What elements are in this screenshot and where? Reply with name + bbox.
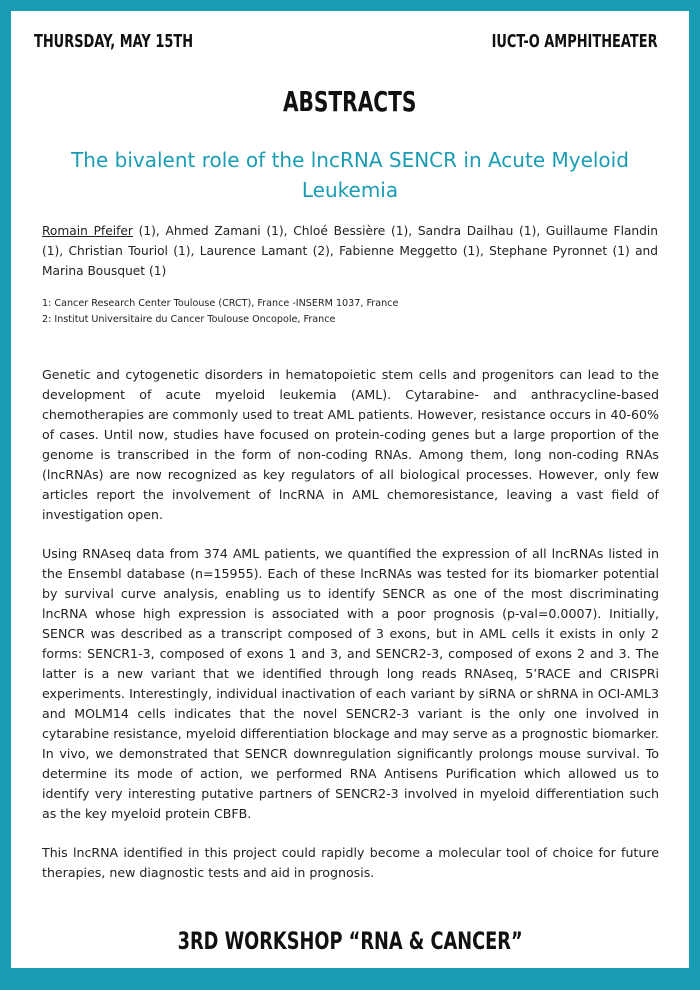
workshop-name: 3RD WORKSHOP “RNA & CANCER” (177, 927, 523, 955)
co-authors: (1), Ahmed Zamani (1), Chloé Bessière (1), Sandra Dailhau (1), Guillaume Flandin (1), Christian Touriol (1), Laurence Lamant (2), Fabienne Meggetto (1), Stephane Pyronnet (1) and Marina Bousquet (1) (42, 224, 658, 278)
abstract-body (42, 365, 659, 902)
affiliation-1: 1: Cancer Research Center Toulouse (CRCT), France -INSERM 1037, France (42, 298, 399, 309)
abstract-title: The bivalent role of the lncRNA SENCR in Acute Myeloid Leukemia (71, 148, 629, 202)
poster-page (11, 11, 689, 968)
event-date: THURSDAY, MAY 15TH (34, 31, 194, 52)
affiliations (42, 296, 658, 328)
abstract-paragraph-1: Genetic and cytogenetic disorders in hematopoietic stem cells and progenitors can lead to the development of acute myeloid leukemia (AML). Cytarabine- and anthracycline-based chemotherapies are commonly used to treat AML patients. However, resistance occurs in 40-60% of cases. Until now, studies have focused on protein-coding genes but a large proportion of the genome is transcribed in the form of non-coding RNAs. Among them, long non-coding RNAs (lncRNAs) are now recognized as key regulators of all biological processes. However, only few articles report the involvement of lncRNA in AML chemoresistance, leaving a vast field of investigation open. (42, 367, 659, 522)
author-list (42, 221, 658, 281)
abstract-paragraph-2: Using RNAseq data from 374 AML patients, we quantified the expression of all lncRNAs listed in the Ensembl database (n=15955). Each of these lncRNAs was tested for its biomarker potential by survival curve analysis, enabling us to identify SENCR as one of the most discriminating lncRNA whose high expression is associated with a poor prognosis (p-val=0.0007). Initially, SENCR was described as a transcript composed of 3 exons, but in AML cells it exists in only 2 forms: SENCR1-3, composed of exons 1 and 3, and SENCR2-3, composed of exons 2 and 3. The latter is a new variant that we identified through long reads RNAseq, 5’RACE and CRISPRi experiments. Interestingly, individual inactivation of each variant by siRNA or shRNA in OCI-AML3 and MOLM14 cells indicates that the novel SENCR2-3 variant is the only one involved in cytarabine resistance, myeloid differentiation blockage and may serve as a prognostic biomarker. In vivo, we demonstrated that SENCR downregulation significantly prolongs mouse survival. To determine its mode of action, we performed RNA Antisens Purification which allowed us to identify very interesting putative partners of SENCR2-3 involved in myeloid differentiation such as the key myeloid protein CBFB. (42, 546, 659, 821)
section-title (11, 85, 689, 118)
presenting-author: Romain Pfeifer (42, 224, 133, 238)
abstract-paragraph-3: This lncRNA identified in this project could rapidly become a molecular tool of choice for future therapies, new diagnostic tests and aid in prognosis. (42, 845, 659, 880)
workshop-footer (11, 927, 689, 955)
event-location: IUCT-O AMPHITHEATER (491, 31, 658, 52)
affiliation-2: 2: Institut Universitaire du Cancer Toulouse Oncopole, France (42, 314, 336, 325)
section-title-text: ABSTRACTS (283, 85, 417, 118)
